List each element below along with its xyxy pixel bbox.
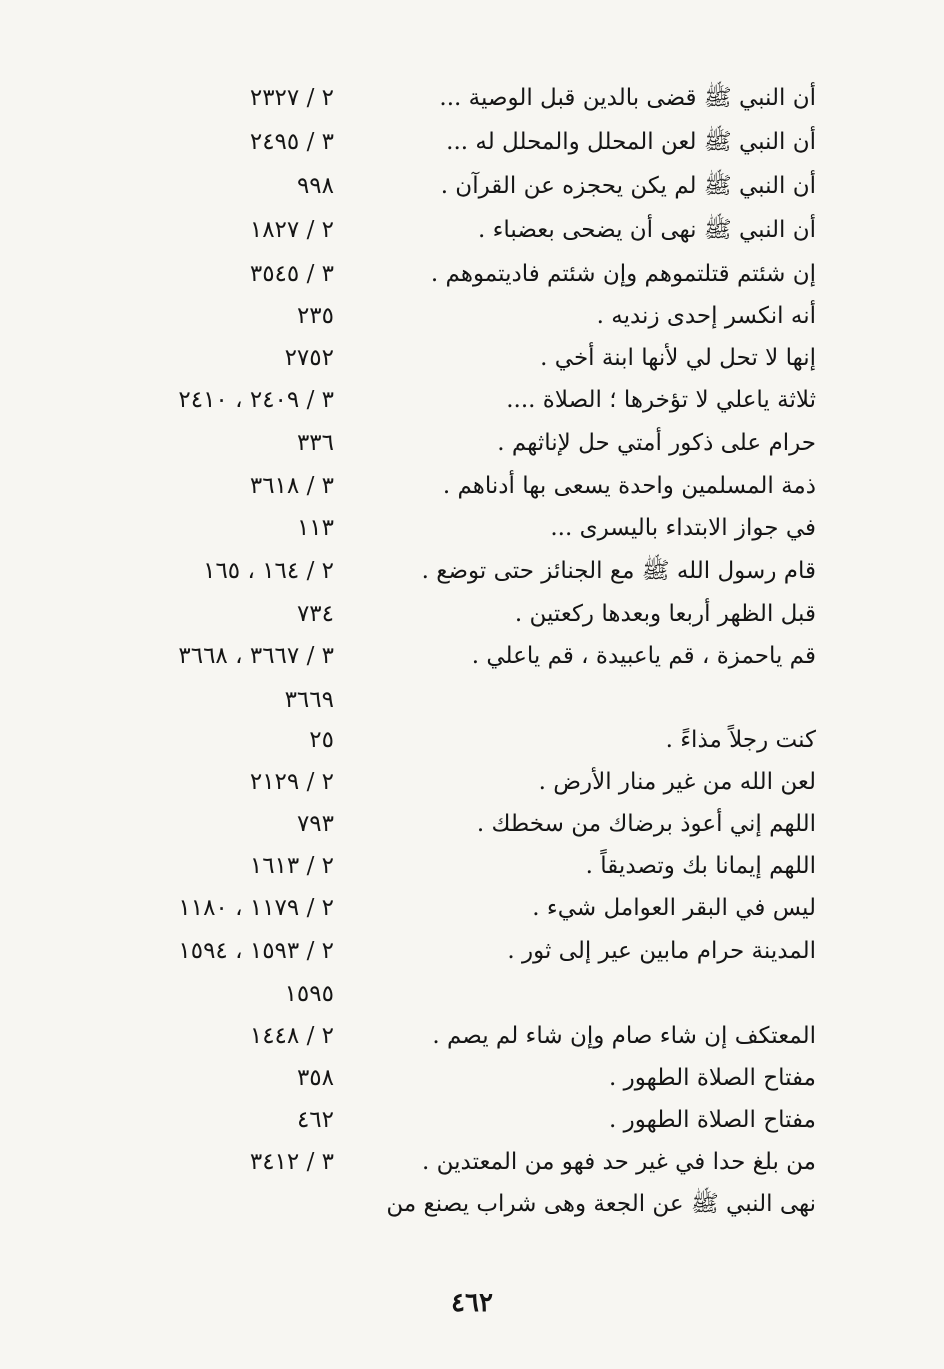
entry-reference: ٢ / ١٥٩٣ ، ١٥٩٤ (178, 938, 334, 964)
entry-reference: ٣٣٦ (296, 430, 334, 456)
entry-reference: ٢٣٥ (296, 303, 334, 329)
index-entry (0, 846, 944, 886)
index-entry (0, 122, 944, 162)
entry-text: قم ياحمزة ، قم ياعبيدة ، قم ياعلي . (471, 643, 816, 669)
entry-reference: ٢٥ (309, 727, 334, 753)
entry-text: أن النبي ﷺ لعن المحلل والمحلل له ... (446, 129, 816, 155)
index-entry (0, 1142, 944, 1182)
index-entry (0, 680, 944, 720)
entry-text: مفتاح الصلاة الطهور . (609, 1107, 816, 1133)
entry-reference: ٣ / ٢٤٠٩ ، ٢٤١٠ (178, 387, 334, 413)
entry-reference: ٢ / ١١٧٩ ، ١١٨٠ (178, 895, 334, 921)
index-entry (0, 594, 944, 634)
entry-text: إن شئتم قتلتموهم وإن شئتم فاديتموهم . (430, 261, 816, 287)
entry-reference: ٢٧٥٢ (284, 345, 334, 371)
index-entry (0, 338, 944, 378)
entry-text: إنها لا تحل لي لأنها ابنة أخي . (540, 345, 816, 371)
entry-text: ذمة المسلمين واحدة يسعى بها أدناهم . (442, 473, 816, 499)
index-entry (0, 296, 944, 336)
entry-text: أن النبي ﷺ قضى بالدين قبل الوصية ... (439, 85, 816, 111)
entry-reference: ٢ / ٢١٢٩ (249, 769, 334, 795)
entry-reference: ٣ / ٣٦١٨ (249, 473, 334, 499)
entry-reference: ٢ / ١٦٤ ، ١٦٥ (203, 558, 334, 584)
index-entry (0, 166, 944, 206)
entry-reference: ٣ / ٢٤٩٥ (249, 129, 334, 155)
index-entry (0, 78, 944, 118)
entry-reference: ٣٥٨ (296, 1065, 334, 1091)
entry-text: أن النبي ﷺ نهى أن يضحى بعضباء . (477, 217, 816, 243)
index-entry (0, 423, 944, 463)
index-entry (0, 1100, 944, 1140)
index-entry (0, 1184, 944, 1224)
index-entry (0, 254, 944, 294)
entry-text: من بلغ حدا في غير حد فهو من المعتدين . (421, 1149, 816, 1175)
entry-text: أنه انكسر إحدى زنديه . (596, 303, 816, 329)
index-entry (0, 931, 944, 971)
index-entry (0, 210, 944, 250)
index-entry (0, 974, 944, 1014)
entry-text: ثلاثة ياعلي لا تؤخرها ؛ الصلاة .... (506, 387, 816, 413)
entry-text: حرام على ذكور أمتي حل لإناثهم . (497, 430, 816, 456)
entry-reference: ٣ / ٣٦٦٧ ، ٣٦٦٨ (178, 643, 334, 669)
entry-reference: ٢ / ١٨٢٧ (249, 217, 334, 243)
index-entry (0, 466, 944, 506)
entry-reference: ٣٦٦٩ (284, 687, 334, 713)
entry-text: كنت رجلاً مذاءً . (665, 727, 816, 753)
page-number: ٤٦٢ (451, 1288, 493, 1318)
entry-reference: ١٥٩٥ (284, 981, 334, 1007)
entry-reference: ٢ / ٢٣٢٧ (249, 85, 334, 111)
index-entry (0, 888, 944, 928)
entry-reference: ٣ / ٣٤١٢ (249, 1149, 334, 1175)
entry-text: ليس في البقر العوامل شيء . (532, 895, 816, 921)
index-entry (0, 1016, 944, 1056)
index-entry (0, 380, 944, 420)
entry-text: نهى النبي ﷺ عن الجعة وهى شراب يصنع من (386, 1191, 816, 1217)
entry-reference: ٤٦٢ (296, 1107, 334, 1133)
index-entry (0, 508, 944, 548)
entry-text: قام رسول الله ﷺ مع الجنائز حتى توضع . (421, 558, 816, 584)
index-entry (0, 636, 944, 676)
entry-text: اللهم إيمانا بك وتصديقاً . (585, 853, 816, 879)
entry-text: لعن الله من غير منار الأرض . (538, 769, 816, 795)
entry-reference: ٧٣٤ (296, 601, 334, 627)
index-entry (0, 551, 944, 591)
entry-text: في جواز الابتداء باليسرى ... (550, 515, 816, 541)
entry-text: مفتاح الصلاة الطهور . (609, 1065, 816, 1091)
entry-reference: ٧٩٣ (296, 811, 334, 837)
entry-text: المدينة حرام مابين عير إلى ثور . (507, 938, 816, 964)
entry-text: قبل الظهر أربعا وبعدها ركعتين . (514, 601, 816, 627)
entry-text: أن النبي ﷺ لم يكن يحجزه عن القرآن . (440, 173, 816, 199)
entry-reference: ٣ / ٣٥٤٥ (249, 261, 334, 287)
index-entry (0, 1058, 944, 1098)
index-entry (0, 762, 944, 802)
index-entry (0, 720, 944, 760)
index-entry (0, 804, 944, 844)
entry-reference: ٢ / ١٦١٣ (249, 853, 334, 879)
entry-text: المعتكف إن شاء صام وإن شاء لم يصم . (432, 1023, 816, 1049)
entry-reference: ٩٩٨ (296, 173, 334, 199)
entry-reference: ١١٣ (296, 515, 334, 541)
entry-text: اللهم إني أعوذ برضاك من سخطك . (476, 811, 816, 837)
entry-reference: ٢ / ١٤٤٨ (249, 1023, 334, 1049)
